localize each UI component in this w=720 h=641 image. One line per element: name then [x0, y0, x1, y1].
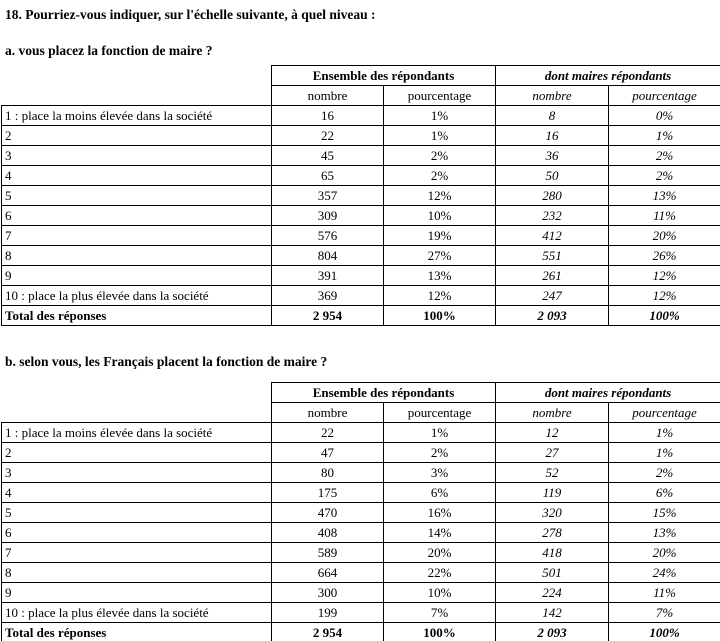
cell-nombre-ensemble: 22 [272, 423, 384, 443]
table-row [2, 186, 720, 206]
table-row [2, 246, 720, 266]
cell-pourcentage-maires: 100% [609, 306, 720, 326]
table-row [2, 503, 720, 523]
cell-pourcentage-maires: 15% [609, 503, 720, 523]
column-header-row [2, 403, 720, 423]
table-row [2, 423, 720, 443]
cell-pourcentage-maires: 12% [609, 266, 720, 286]
cell-pourcentage-maires: 11% [609, 206, 720, 226]
col-header-pourcentage-ensemble: pourcentage [384, 86, 496, 106]
cell-nombre-ensemble: 80 [272, 463, 384, 483]
cell-pourcentage-ensemble: 20% [384, 543, 496, 563]
cell-nombre-ensemble: 300 [272, 583, 384, 603]
cell-pourcentage-ensemble: 2% [384, 166, 496, 186]
cell-nombre-ensemble: 199 [272, 603, 384, 623]
row-label: 5 [2, 503, 272, 523]
table-row [2, 286, 720, 306]
row-label: 4 [2, 483, 272, 503]
table-row [2, 583, 720, 603]
cell-nombre-ensemble: 391 [272, 266, 384, 286]
group-header-dont-maires: dont maires répondants [496, 383, 720, 403]
cell-pourcentage-ensemble: 13% [384, 266, 496, 286]
cell-nombre-ensemble: 65 [272, 166, 384, 186]
cell-pourcentage-ensemble: 1% [384, 106, 496, 126]
cell-nombre-ensemble: 408 [272, 523, 384, 543]
cell-nombre-maires: 2 093 [496, 306, 609, 326]
section-b-table-body [2, 423, 720, 641]
header-spacer-cell [2, 403, 272, 423]
table-row [2, 226, 720, 246]
table-row [2, 266, 720, 286]
cell-pourcentage-ensemble: 100% [384, 623, 496, 641]
cell-nombre-ensemble: 357 [272, 186, 384, 206]
section-b [0, 354, 720, 641]
col-header-nombre-maires: nombre [496, 403, 609, 423]
row-label: Total des réponses [2, 623, 272, 641]
cell-pourcentage-maires: 1% [609, 443, 720, 463]
cell-pourcentage-maires: 12% [609, 286, 720, 306]
cell-nombre-ensemble: 2 954 [272, 623, 384, 641]
section-a [0, 43, 720, 326]
group-header-ensemble: Ensemble des répondants [272, 383, 496, 403]
table-row [2, 126, 720, 146]
row-label: 9 [2, 583, 272, 603]
row-label: 1 : place la moins élevée dans la société [2, 106, 272, 126]
row-label: 8 [2, 563, 272, 583]
table-row [2, 543, 720, 563]
cell-nombre-maires: 36 [496, 146, 609, 166]
table-row [2, 146, 720, 166]
cell-pourcentage-ensemble: 27% [384, 246, 496, 266]
cell-nombre-ensemble: 576 [272, 226, 384, 246]
table-row [2, 563, 720, 583]
cell-pourcentage-maires: 24% [609, 563, 720, 583]
cell-nombre-ensemble: 175 [272, 483, 384, 503]
section-a-subtitle: a. vous placez la fonction de maire ? [5, 43, 213, 58]
cell-pourcentage-maires: 100% [609, 623, 720, 641]
cell-pourcentage-ensemble: 2% [384, 443, 496, 463]
row-label: 7 [2, 543, 272, 563]
cell-nombre-maires: 142 [496, 603, 609, 623]
cell-nombre-maires: 247 [496, 286, 609, 306]
section-b-subtitle: b. selon vous, les Français placent la fonction de maire ? [5, 354, 328, 369]
header-spacer-cell [2, 86, 272, 106]
cell-nombre-ensemble: 470 [272, 503, 384, 523]
cell-pourcentage-maires: 26% [609, 246, 720, 266]
cell-pourcentage-maires: 0% [609, 106, 720, 126]
cell-pourcentage-ensemble: 100% [384, 306, 496, 326]
col-header-pourcentage-maires: pourcentage [609, 86, 720, 106]
row-label: 2 [2, 126, 272, 146]
cell-pourcentage-maires: 6% [609, 483, 720, 503]
cell-pourcentage-ensemble: 10% [384, 206, 496, 226]
table-row [2, 443, 720, 463]
cell-pourcentage-maires: 11% [609, 583, 720, 603]
cell-nombre-maires: 232 [496, 206, 609, 226]
row-label: 3 [2, 146, 272, 166]
cell-nombre-ensemble: 22 [272, 126, 384, 146]
cell-pourcentage-maires: 1% [609, 423, 720, 443]
cell-nombre-maires: 551 [496, 246, 609, 266]
col-header-pourcentage-maires: pourcentage [609, 403, 720, 423]
cell-nombre-maires: 52 [496, 463, 609, 483]
row-label: 7 [2, 226, 272, 246]
cell-nombre-maires: 418 [496, 543, 609, 563]
col-header-nombre-maires: nombre [496, 86, 609, 106]
col-header-nombre-ensemble: nombre [272, 403, 384, 423]
cell-nombre-maires: 27 [496, 443, 609, 463]
cell-nombre-maires: 50 [496, 166, 609, 186]
cell-pourcentage-ensemble: 16% [384, 503, 496, 523]
group-header-ensemble: Ensemble des répondants [272, 66, 496, 86]
cell-nombre-ensemble: 47 [272, 443, 384, 463]
cell-nombre-maires: 16 [496, 126, 609, 146]
row-label: 2 [2, 443, 272, 463]
row-label: 4 [2, 166, 272, 186]
cell-pourcentage-maires: 13% [609, 523, 720, 543]
cell-pourcentage-maires: 20% [609, 226, 720, 246]
table-row [2, 603, 720, 623]
header-spacer-cell [2, 66, 272, 86]
table-row [2, 166, 720, 186]
section-b-table [1, 382, 720, 641]
cell-nombre-ensemble: 2 954 [272, 306, 384, 326]
cell-nombre-ensemble: 45 [272, 146, 384, 166]
section-a-table-body [2, 106, 720, 326]
cell-pourcentage-ensemble: 14% [384, 523, 496, 543]
table-row [2, 483, 720, 503]
row-label: 3 [2, 463, 272, 483]
cell-pourcentage-maires: 20% [609, 543, 720, 563]
table-total-row [2, 306, 720, 326]
cell-pourcentage-ensemble: 1% [384, 423, 496, 443]
table-row [2, 106, 720, 126]
col-header-nombre-ensemble: nombre [272, 86, 384, 106]
cell-pourcentage-ensemble: 3% [384, 463, 496, 483]
table-row [2, 206, 720, 226]
cell-pourcentage-maires: 2% [609, 146, 720, 166]
cell-pourcentage-ensemble: 12% [384, 186, 496, 206]
row-label: 10 : place la plus élevée dans la société [2, 603, 272, 623]
cell-pourcentage-ensemble: 7% [384, 603, 496, 623]
table-total-row [2, 623, 720, 641]
row-label: 9 [2, 266, 272, 286]
cell-pourcentage-ensemble: 10% [384, 583, 496, 603]
cell-pourcentage-maires: 7% [609, 603, 720, 623]
column-header-row [2, 86, 720, 106]
table-row [2, 523, 720, 543]
cell-pourcentage-ensemble: 19% [384, 226, 496, 246]
cell-pourcentage-ensemble: 6% [384, 483, 496, 503]
cell-pourcentage-ensemble: 2% [384, 146, 496, 166]
cell-nombre-maires: 224 [496, 583, 609, 603]
group-header-row [2, 66, 720, 86]
group-header-row [2, 383, 720, 403]
cell-nombre-maires: 119 [496, 483, 609, 503]
row-label: 6 [2, 523, 272, 543]
cell-nombre-maires: 280 [496, 186, 609, 206]
cell-nombre-maires: 412 [496, 226, 609, 246]
cell-pourcentage-ensemble: 22% [384, 563, 496, 583]
col-header-pourcentage-ensemble: pourcentage [384, 403, 496, 423]
cell-nombre-maires: 8 [496, 106, 609, 126]
cell-nombre-ensemble: 664 [272, 563, 384, 583]
cell-nombre-ensemble: 589 [272, 543, 384, 563]
cell-pourcentage-ensemble: 1% [384, 126, 496, 146]
cell-nombre-ensemble: 804 [272, 246, 384, 266]
cell-nombre-maires: 12 [496, 423, 609, 443]
header-spacer-cell [2, 383, 272, 403]
row-label: 1 : place la moins élevée dans la société [2, 423, 272, 443]
cell-nombre-maires: 501 [496, 563, 609, 583]
section-a-table [1, 65, 720, 326]
cell-pourcentage-ensemble: 12% [384, 286, 496, 306]
cell-nombre-ensemble: 16 [272, 106, 384, 126]
row-label: 10 : place la plus élevée dans la société [2, 286, 272, 306]
cell-pourcentage-maires: 1% [609, 126, 720, 146]
cell-nombre-ensemble: 309 [272, 206, 384, 226]
cell-nombre-maires: 278 [496, 523, 609, 543]
group-header-dont-maires: dont maires répondants [496, 66, 720, 86]
cell-nombre-maires: 320 [496, 503, 609, 523]
cell-nombre-ensemble: 369 [272, 286, 384, 306]
cell-pourcentage-maires: 13% [609, 186, 720, 206]
table-row [2, 463, 720, 483]
question-title: 18. Pourriez-vous indiquer, sur l'échelle suivante, à quel niveau : [5, 7, 376, 22]
cell-pourcentage-maires: 2% [609, 463, 720, 483]
row-label: 6 [2, 206, 272, 226]
cell-nombre-maires: 261 [496, 266, 609, 286]
row-label: 5 [2, 186, 272, 206]
cell-nombre-maires: 2 093 [496, 623, 609, 641]
row-label: 8 [2, 246, 272, 266]
cell-pourcentage-maires: 2% [609, 166, 720, 186]
row-label: Total des réponses [2, 306, 272, 326]
